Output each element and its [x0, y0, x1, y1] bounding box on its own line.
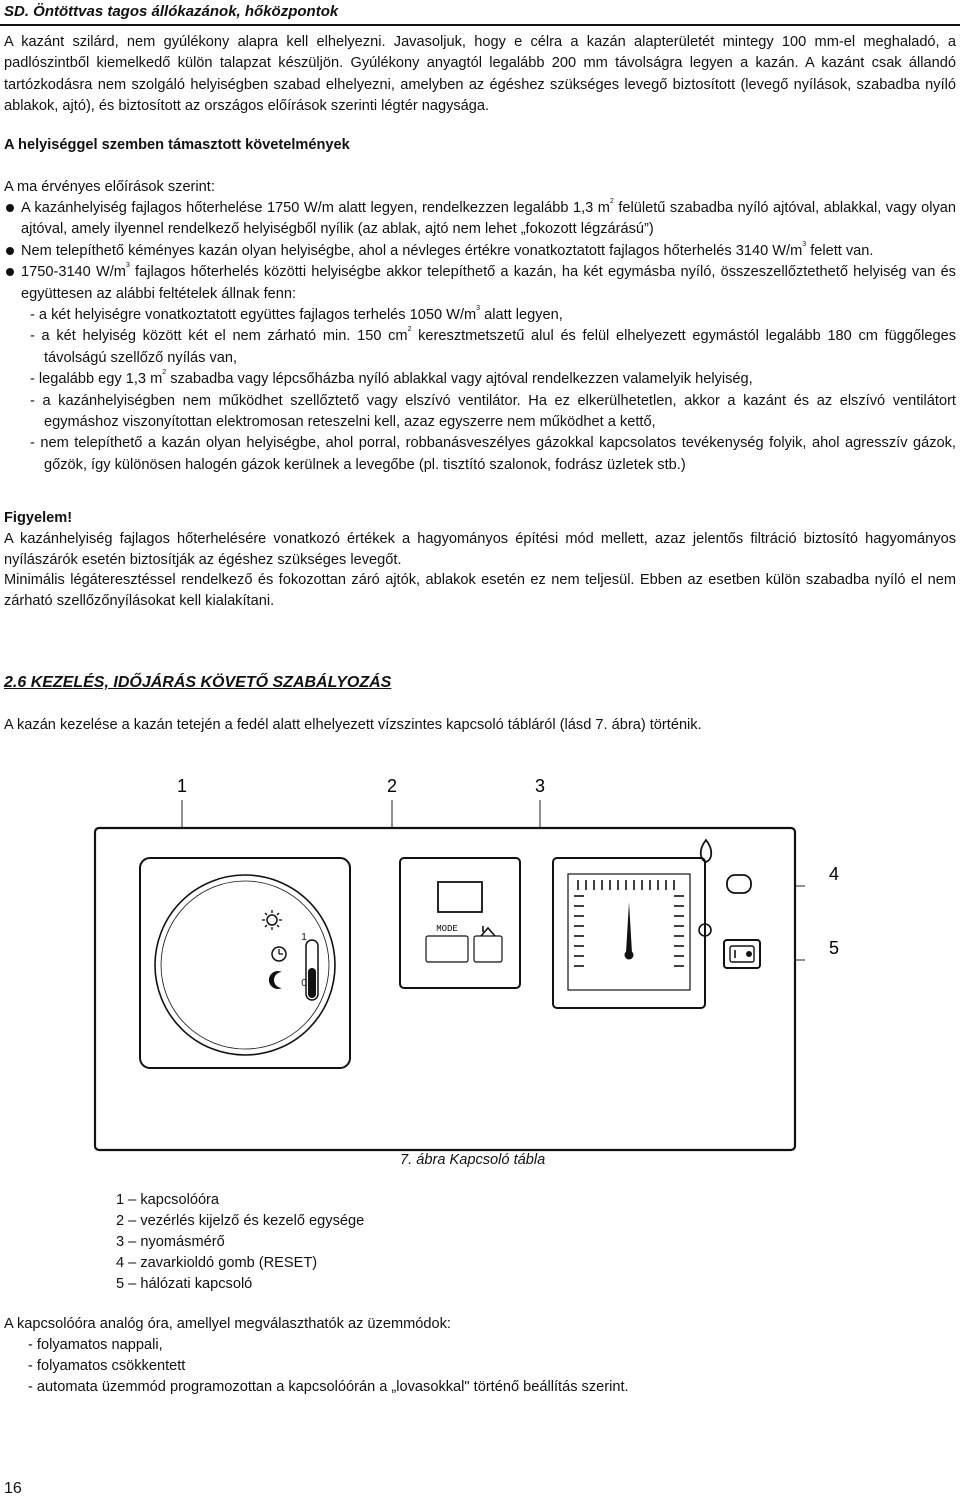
warning-title: Figyelem!: [4, 510, 73, 526]
callout-5: 5: [828, 938, 840, 958]
sub-item: - a két helyiség között két el nem zárható min. 150 $cm^2$ keresztmetszetű alul és felül elhelyezett egymástól legalább 180 cm függőleges távolságú szellőző nyílás van,: [30, 326, 956, 366]
section-text: A kazán kezelése a kazán tetején a fedél alatt elhelyezett vízszintes kapcsoló tábláról (lásd 7. ábra) történik.: [4, 717, 702, 733]
warning-paragraph-1: A kazánhelyiség fajlagos hőterhelésére vonatkozó értékek a hagyományos építési mód mellett, azaz jelentős filtráció biztosító hagyományos nyílászárók esetén biztosítják az égéshez szükséges levegőt.: [4, 531, 956, 569]
page-number: 16: [4, 1480, 22, 1497]
callout-1: 1: [176, 776, 188, 796]
legend-item: 1 – kapcsolóóra: [116, 1192, 220, 1208]
requirements-list: [4, 198, 956, 476]
clock-lead: A kapcsolóóra analóg óra, amellyel megválaszthatók az üzemmódok:: [4, 1316, 451, 1332]
figure-caption: 7. ábra Kapcsoló tábla: [400, 1152, 546, 1168]
sub-item: - nem telepíthető a kazán olyan helyiségbe, ahol porral, robbanásveszélyes gázokkal kapcsolatos tevékenység folyik, ahol agresszív gázok, gőzök, így különösen halogén gázok kerülnek a levegőbe (pl. tisztító szalonok, fodrász üzletek stb.): [30, 435, 956, 473]
timer-switch-knob[interactable]: [308, 968, 316, 998]
gauge-hub: [625, 951, 634, 960]
callout-3: 3: [534, 776, 546, 796]
sub-item: - a kazánhelyiségben nem működhet szellőztető vagy elszívó ventilátor. Ha ez elkerülhetetlen, akkor a kazánt és az elszívó ventilátort egymáshoz viszonyítottan elektromosan reteszelni kell, azaz egyszerre nem működhet a kettő,: [30, 392, 956, 431]
bullet-item: Nem telepíthető kéményes kazán olyan helyiségbe, ahol a névleges értékre vonatkoztatott fajlagos hőterhelés 3140 $W/m^3$ felett van.: [4, 241, 956, 262]
timer-label-1: 1: [301, 932, 307, 943]
clock-mode-item: - automata üzemmód programozottan a kapcsolóórán a „lovasokkal" történő beállítás szerint.: [28, 1379, 629, 1395]
warning-paragraph-2: Minimális légáteresztéssel rendelkező és fokozottan záró ajtók, ablakok esetén ez nem teljesül. Ebben az esetben külön szabadba nyíló el nem zárható szellőzőnyílásokat kell kialakítani.: [4, 572, 956, 610]
section-title: 2.6 KEZELÉS, IDŐJÁRÁS KÖVETŐ SZABÁLYOZÁS: [4, 674, 392, 691]
requirements-lead: A ma érvényes előírások szerint:: [4, 179, 215, 195]
legend-item: 5 – hálózati kapcsoló: [116, 1276, 253, 1292]
bullet-item: 1750-3140 $W/m^3$ fajlagos hőterhelés közötti helyiségbe akkor telepíthető a kazán, ha két egymásba nyíló, összeszellőztethető helyiség van és együttesen az alábbi feltételek állnak fenn:: [4, 262, 956, 305]
callout-2: 2: [386, 776, 398, 796]
legend-item: 3 – nyomásmérő: [116, 1234, 225, 1250]
intro-paragraph: A kazánt szilárd, nem gyúlékony alapra kell elhelyezni. Javasoljuk, hogy e célra a kazán alapterületét mintegy 100 mm-el meghaladó, a padlószintből kiemelkedő külön talapzat készüljön. Gyúlékony anyagtól legalább 200 mm távolságra legyen a kazán. A kazánt csak állandó tartózkodásra nem szolgáló helyiségben szabad elhelyezni, amelyben az égéshez szükséges levegő biztosított (levegő nyílások, szabadba nyíló ablakok, ajtó), és biztosított az országos előírások szerinti légtér nagysága.: [4, 34, 956, 115]
clock-mode-item: - folyamatos nappali,: [28, 1337, 163, 1353]
legend-item: 2 – vezérlés kijelző és kezelő egysége: [116, 1213, 365, 1229]
header-rule: [0, 24, 960, 26]
mode-label: MODE: [436, 924, 458, 934]
callout-4: 4: [828, 864, 840, 884]
page-header: SD. Öntöttvas tagos állókazánok, hőközpontok: [4, 3, 339, 20]
bullet-item: A kazánhelyiség fajlagos hőterhelése 1750 W/m alatt legyen, rendelkezzen legalább 1,3 $m^2$ felületű szabadba nyíló ajtóval, ablakkal, vagy olyan ajtóval, amely ilyennel rendelkező helyiségből nyílik (az ablak, ajtó nem lehet „fokozott légzárású”): [4, 198, 956, 241]
legend-item: 4 – zavarkioldó gomb (RESET): [116, 1255, 318, 1271]
sub-item: - legalább egy 1,3 $m^2$ szabadba vagy lépcsőházba nyíló ablakkal vagy ajtóval rendelkezzen valamelyik helyiség,: [30, 369, 753, 388]
timer-label-0: 0: [301, 978, 307, 989]
clock-mode-item: - folyamatos csökkentett: [28, 1358, 186, 1374]
control-panel-figure: [0, 760, 960, 1160]
sub-item: - a két helyiségre vonatkoztatott együttes fajlagos terhelés 1050 $W/m^3$ alatt legyen,: [30, 305, 563, 324]
requirements-heading: A helyiséggel szemben támasztott követelmények: [4, 137, 350, 153]
